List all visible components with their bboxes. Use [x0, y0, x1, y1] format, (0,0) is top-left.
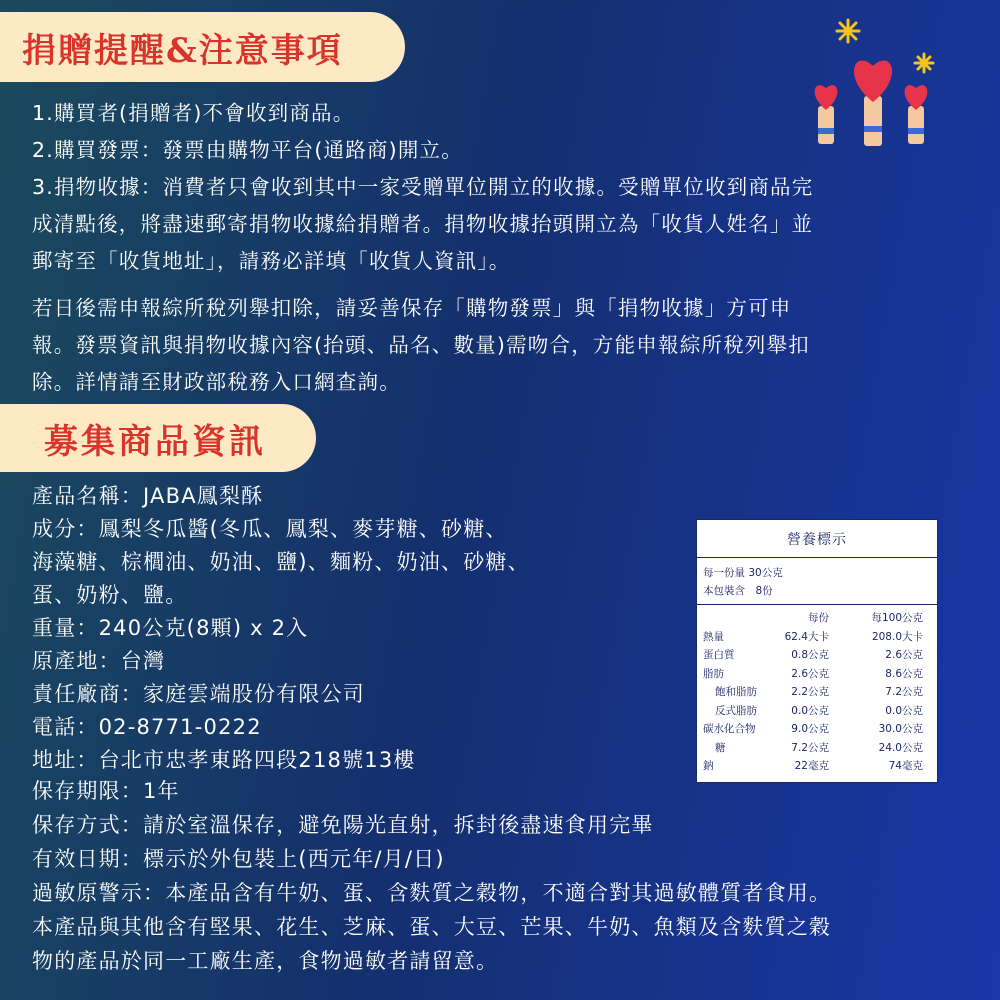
nutrient-name: 反式脂肪: [715, 704, 757, 717]
donation-notice-text: [32, 95, 813, 401]
servings-per-pack: 本包裝含 8份: [703, 585, 773, 597]
nutrient-name: 糖: [715, 741, 726, 754]
nutrient-name: 碳水化合物: [703, 723, 756, 735]
nutrient-per-100g: 8.6公克: [885, 667, 923, 680]
col-per-100g: 每100公克: [871, 612, 923, 624]
nutrient-per-serving: 0.8公克: [791, 649, 829, 661]
nutrition-row: [697, 665, 937, 684]
col-per-serving: 每份: [808, 612, 829, 624]
nutrient-per-serving: 7.2公克: [791, 741, 829, 754]
allergen-warning: 物的產品於同一工廠生產，食物過敏者請留意。: [32, 949, 499, 973]
serving-info: [697, 558, 937, 605]
nutrient-per-serving: 9.0公克: [791, 723, 829, 735]
notice-line: 1.購買者(捐贈者)不會收到商品。: [32, 101, 355, 125]
nutrient-per-serving: 0.0公克: [791, 704, 829, 717]
nutrition-rows: [697, 609, 937, 776]
nutrient-name: 脂肪: [703, 667, 724, 680]
notice-line: 郵寄至「收貨地址」，請務必詳填「收貨人資訊」。: [32, 249, 511, 273]
tax-deduction-note: [32, 290, 813, 401]
product-info-text: [32, 480, 530, 777]
nutrient-per-100g: 30.0公克: [878, 723, 923, 735]
weight: 重量：240公克(8顆) x 2入: [32, 616, 309, 640]
allergen-warning: 過敏原警示：本產品含有牛奶、蛋、含麩質之穀物，不適合對其過敏體質者食用。: [32, 881, 832, 905]
manufacturer: 責任廠商：家庭雲端股份有限公司: [32, 682, 365, 706]
storage-method: 保存方式：請於室溫保存，避免陽光直射，拆封後盡速食用完畢: [32, 813, 654, 837]
nutrition-row: [697, 757, 937, 776]
nutrient-per-serving: 2.6公克: [791, 667, 829, 680]
nutrient-per-100g: 74毫克: [888, 760, 923, 772]
nutrient-per-100g: 208.0大卡: [871, 630, 923, 643]
nutrition-title: 營養標示: [697, 520, 937, 558]
nutrition-row: [697, 646, 937, 665]
nutrient-name: 鈉: [703, 760, 714, 772]
nutrient-per-100g: 0.0公克: [885, 704, 923, 717]
ingredients-line: 海藻糖、棕櫚油、奶油、鹽)、麵粉、奶油、砂糖、: [32, 550, 530, 574]
nutrition-row: [697, 720, 937, 739]
nutrient-name: 飽和脂肪: [715, 686, 757, 698]
tax-line: 若日後需申報綜所稅列舉扣除，請妥善保存「購物發票」與「捐物收據」方可申: [32, 296, 792, 320]
nutrition-row: [697, 702, 937, 721]
nutrient-per-100g: 24.0公克: [878, 741, 923, 754]
tax-line: 報。發票資訊與捐物收據內容(抬頭、品名、數量)需吻合，方能申報綜所稅列舉扣: [32, 333, 810, 357]
nutrient-per-serving: 2.2公克: [791, 686, 829, 698]
ingredients-line: 蛋、奶粉、鹽。: [32, 583, 188, 607]
nutrition-row: [697, 683, 937, 702]
nutrient-per-100g: 7.2公克: [885, 686, 923, 698]
nutrient-per-serving: 62.4大卡: [784, 630, 829, 643]
nutrient-per-serving: 22毫克: [794, 760, 829, 772]
product-name: 產品名稱：JABA鳳梨酥: [32, 484, 264, 508]
address: 地址：台北市忠孝東路四段218號13樓: [32, 748, 416, 772]
nutrient-per-100g: 2.6公克: [885, 649, 923, 661]
ingredients-line: 成分：鳳梨冬瓜醬(冬瓜、鳳梨、麥芽糖、砂糖、: [32, 517, 508, 541]
hands-holding-hearts-icon: [812, 18, 942, 148]
notice-line: 成清點後，將盡速郵寄捐物收據給捐贈者。捐物收據抬頭開立為「收貨人姓名」並: [32, 212, 814, 236]
nutrient-name: 熱量: [703, 630, 724, 643]
nutrition-header-row: [697, 609, 937, 628]
phone: 電話：02-8771-0222: [32, 715, 262, 739]
tax-line: 除。詳情請至財政部稅務入口網查詢。: [32, 370, 401, 394]
expiry-date: 有效日期：標示於外包裝上(西元年/月/日): [32, 847, 445, 871]
serving-size: 每一份量 30公克: [703, 567, 783, 579]
origin: 原產地：台灣: [32, 649, 166, 673]
nutrition-row: [697, 628, 937, 647]
nutrition-row: [697, 739, 937, 758]
storage-allergen-text: [32, 774, 831, 978]
nutrient-name: 蛋白質: [703, 649, 735, 661]
nutrition-facts-table: [696, 519, 938, 783]
notice-line: 2.購買發票：發票由購物平台(通路商)開立。: [32, 138, 463, 162]
notice-list: [32, 95, 813, 280]
allergen-warning: 本產品與其他含有堅果、花生、芝麻、蛋、大豆、芒果、牛奶、魚類及含麩質之穀: [32, 915, 832, 939]
shelf-life: 保存期限：1年: [32, 779, 180, 803]
section-title-product-info: 募集商品資訊: [0, 404, 316, 472]
notice-line: 3.捐物收據：消費者只會收到其中一家受贈單位開立的收據。受贈單位收到商品完: [32, 175, 814, 199]
section-title-donation-notice: 捐贈提醒&注意事項: [0, 12, 405, 82]
